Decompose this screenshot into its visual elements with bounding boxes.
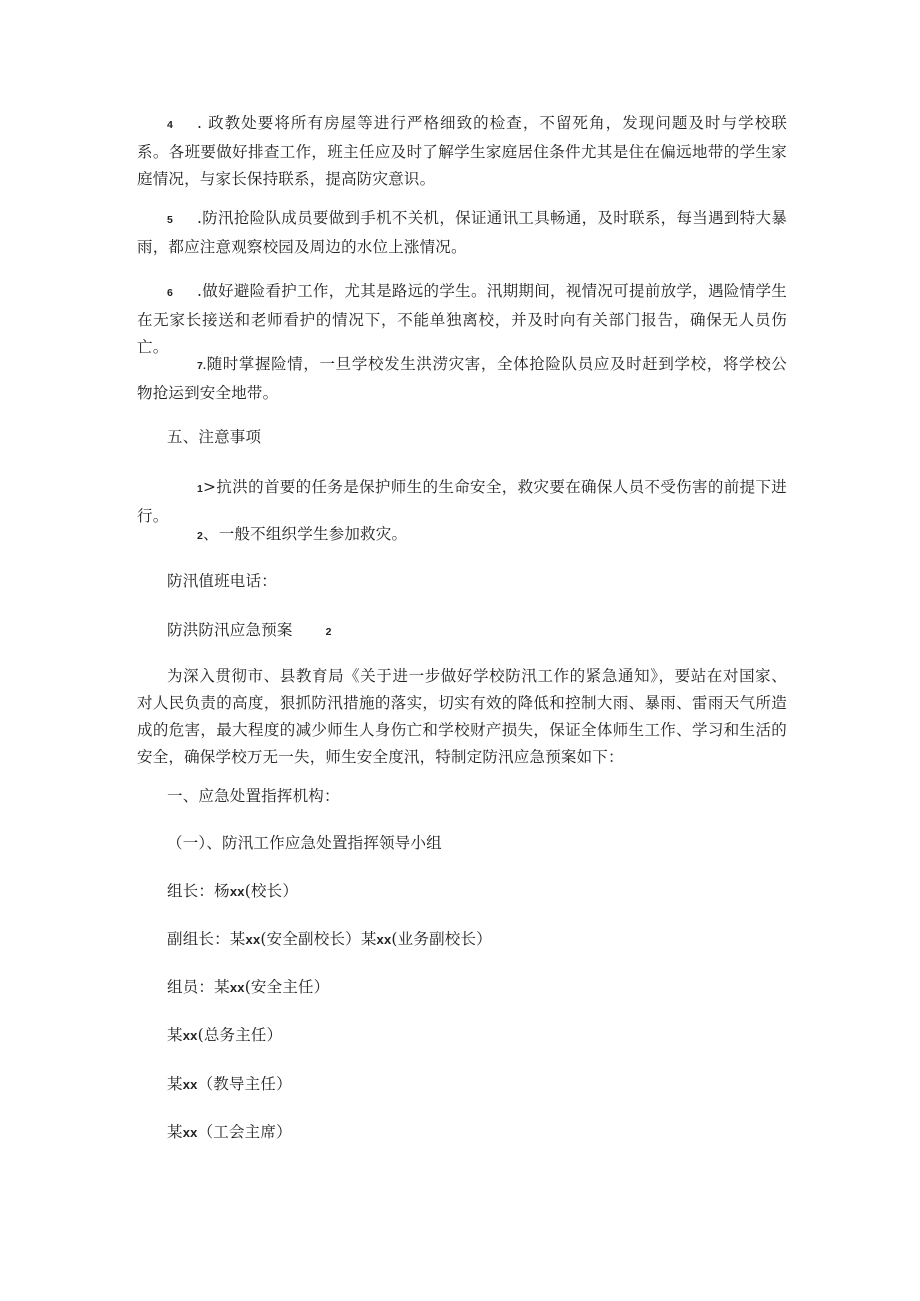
role-label: 副组长：某 [167,930,246,948]
subsection-heading: （一）、防汛工作应急处置指挥领导小组 [167,834,442,852]
note-number: 2 [197,530,204,542]
role-label: 某 [167,1123,183,1141]
item-5 [137,205,787,261]
name-placeholder: xx [229,980,245,995]
deputy-line [137,926,787,953]
role-title: (总务主任） [197,1026,283,1044]
note-number: 1 [197,483,204,495]
leader-line [137,878,787,905]
role-title: (业务副校长） [391,930,492,948]
name-placeholder: xx [182,1125,198,1140]
item-number: 7. [197,360,207,372]
item-number: 5 [167,214,174,226]
role-title: （教导主任） [197,1075,292,1093]
item-number: 4 [167,119,174,131]
item-text: . 政教处要将所有房屋等进行严格细致的检查，不留死角，发现问题及时与学校联系。各班要做好排查工作，班主任应及时了解学生家庭居住条件尤其是住在偏远地带的学生家庭情况，与家长保持联系，提高防灾意识。 [137,114,787,188]
note-2 [137,521,787,550]
name-placeholder: xx [182,1077,198,1092]
section-heading-1: 一、应急处置指挥机构： [167,787,340,805]
item-text: .做好避险看护工作，尤其是路远的学生。汛期期间，视情况可提前放学，遇险情学生在无家长接送和老师看护的情况下，不能单独离校，并及时向有关部门报告，确保无人员伤亡。 [137,282,787,356]
member-line [137,1022,787,1049]
role-label: 组员：某 [167,978,230,996]
name-placeholder: xx [182,1028,198,1043]
item-text: 随时掌握险情，一旦学校发生洪涝灾害，全体抢险队员应及时赶到学校，将学校公物抢运到安全地带。 [137,355,787,402]
title-text: 防洪防汛应急预案 [167,621,293,639]
role-title: (安全副校长）某 [260,930,377,948]
member-line [137,1119,787,1146]
role-title: (安全主任） [244,978,330,996]
title-number: 2 [325,626,332,638]
item-text: .防汛抢险队成员要做到手机不关机，保证通讯工具畅通，及时联系，每当遇到特大暴雨，都应注意观察校园及周边的水位上涨情况。 [137,209,787,256]
name-placeholder: xx [245,932,261,947]
item-6 [137,278,787,361]
member-line [137,974,787,1001]
role-title: （工会主席） [197,1123,292,1141]
role-label: 组长：杨 [167,882,230,900]
item-number: 6 [167,287,174,299]
intro-paragraph: 为深入贯彻市、县教育局《关于进一步做好学校防汛工作的紧急通知》，要站在对国家、对人民负责的高度，狠抓防汛措施的落实，切实有效的降低和控制大雨、暴雨、雷雨天气所造成的危害，最大程度的减少师生人身伤亡和学校财产损失，保证全体师生工作、学习和生活的安全，确保学校万无一失，师生安全度汛，特制定防汛应急预案如下： [137,667,787,766]
name-placeholder: xx [229,884,245,899]
role-title: (校长） [244,882,299,900]
name-placeholder: xx [376,932,392,947]
item-4 [137,110,787,193]
document-title-2 [137,617,787,646]
role-label: 某 [167,1075,183,1093]
role-label: 某 [167,1026,183,1044]
note-text: >抗洪的首要的任务是保护师生的生命安全，救灾要在确保人员不受伤害的前提下进行。 [137,478,787,525]
member-line [137,1071,787,1098]
duty-phone-label: 防汛值班电话： [167,572,277,590]
item-7 [137,351,787,407]
section-heading-5: 五、注意事项 [167,428,262,446]
note-text: 、一般不组织学生参加救灾。 [203,525,408,543]
